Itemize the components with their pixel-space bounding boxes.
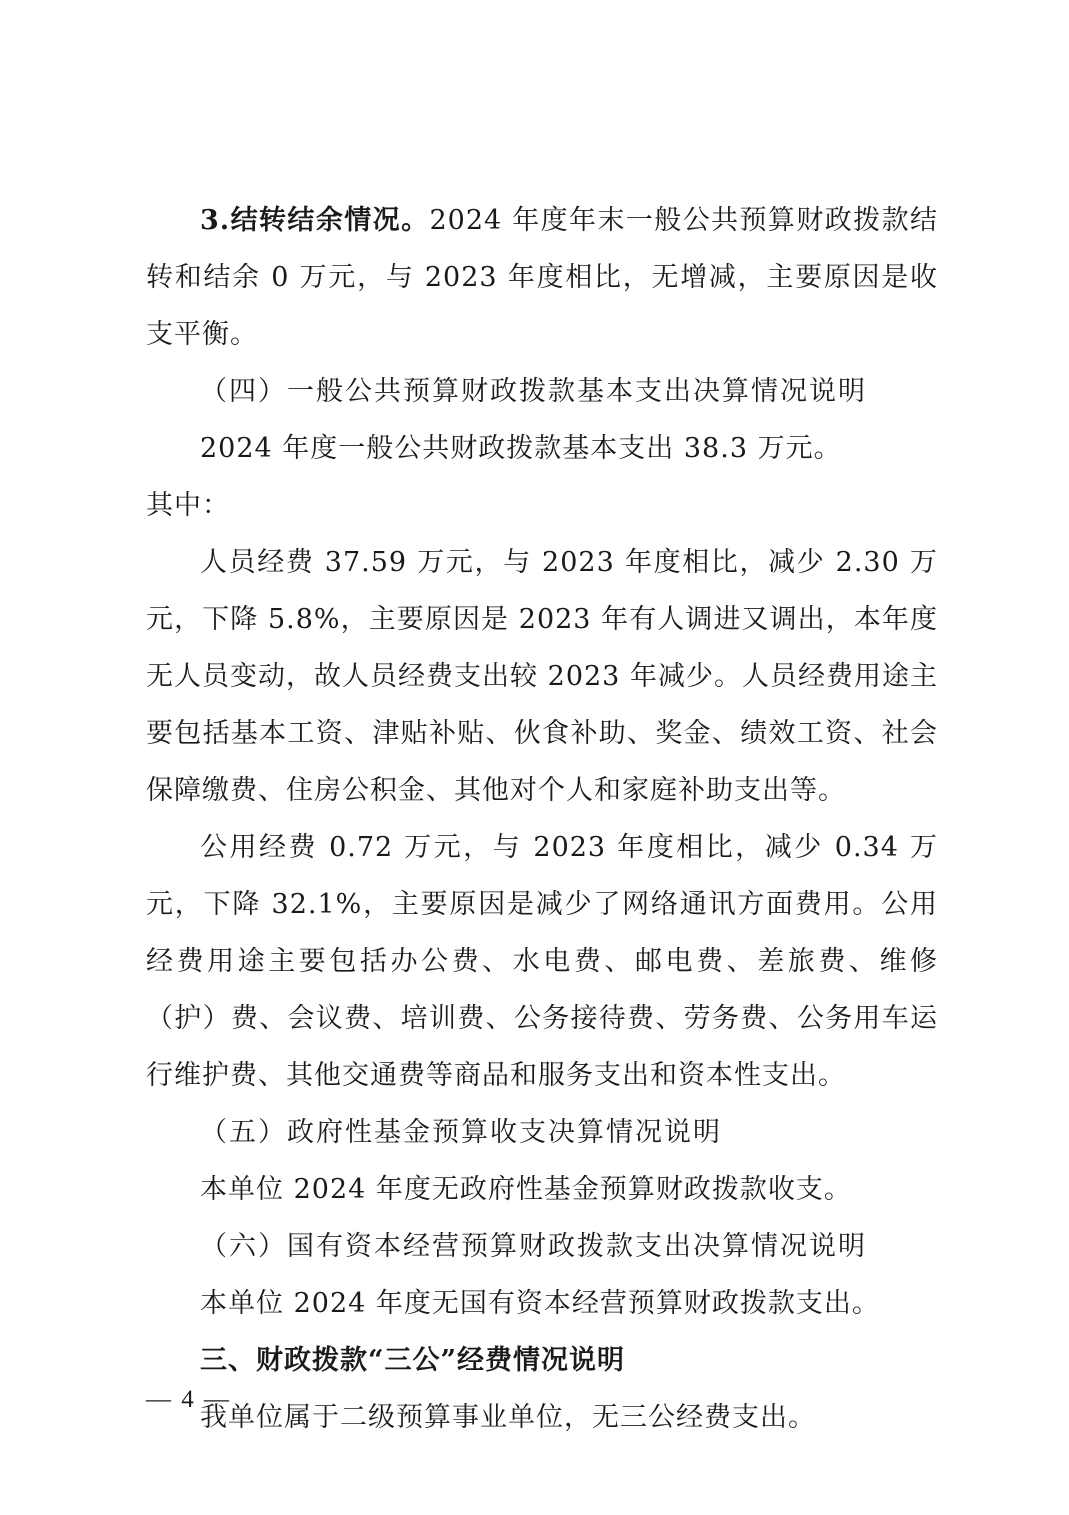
heading-three-public-expenses: 三、财政拨款“三公”经费情况说明 [200,1345,626,1376]
paragraph-personnel-expenses: 人员经费 37.59 万元，与 2023 年度相比，减少 2.30 万元，下降 5.8%，主要原因是 2023 年有人调进又调出，本年度无人员变动，故人员经费支出较 2023 年减少。人员经费用途主要包括基本工资、津贴补贴、伙食补助、奖金、绩效工资、社会保障缴费、住房公积金、其他对个人和家庭补助支出等。 [146,547,938,806]
paragraph-carryover-text: 2024 年度年末一般公共预算财政拨款结转和结余 0 万元，与 2023 年度相比，无增减，主要原因是收支平衡。 [146,205,939,350]
heading-basic-expenditure: （四）一般公共预算财政拨款基本支出决算情况说明 [200,376,867,407]
page-number: — 4 — [146,1386,231,1413]
document-body [146,192,938,1446]
paragraph-three-public-expenses: 我单位属于二级预算事业单位，无三公经费支出。 [200,1402,816,1433]
paragraph-basic-expenditure-total: 2024 年度一般公共财政拨款基本支出 38.3 万元。 [200,433,842,464]
paragraph-carryover [146,192,938,363]
heading-government-fund: （五）政府性基金预算收支决算情况说明 [200,1117,722,1148]
paragraph-public-expenses: 公用经费 0.72 万元，与 2023 年度相比，减少 0.34 万元，下降 32.1%，主要原因是减少了网络通讯方面费用。公用经费用途主要包括办公费、水电费、邮电费、差旅费、维修（护）费、会议费、培训费、公务接待费、劳务费、公务用车运行维护费、其他交通费等商品和服务支出和资本性支出。 [146,832,938,1091]
paragraph-government-fund: 本单位 2024 年度无政府性基金预算财政拨款收支。 [200,1174,852,1205]
heading-state-capital: （六）国有资本经营预算财政拨款支出决算情况说明 [200,1231,867,1262]
paragraph-state-capital: 本单位 2024 年度无国有资本经营预算财政拨款支出。 [200,1288,880,1319]
paragraph-among-which: 其中： [146,490,230,521]
section-label-carryover: 3.结转结余情况。 [200,205,430,236]
